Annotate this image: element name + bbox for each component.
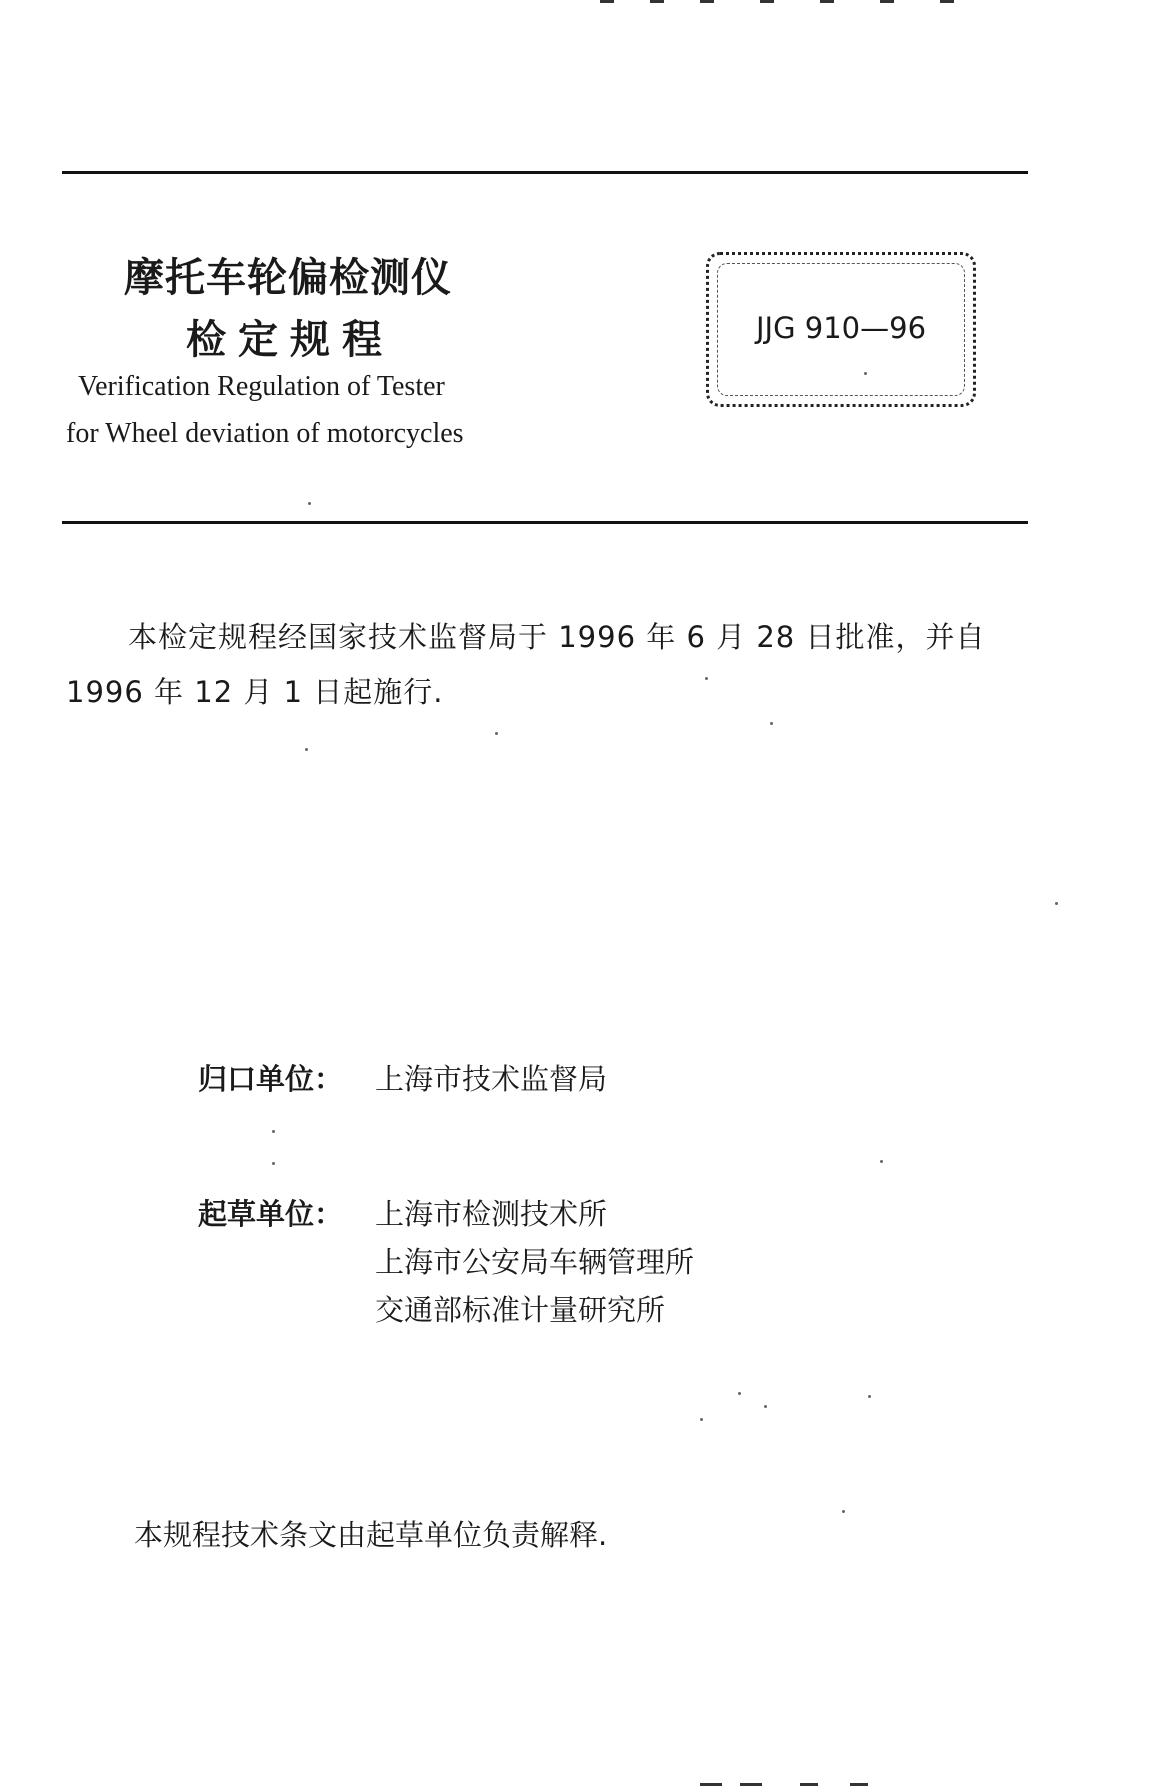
scan-edge-mark [760, 0, 774, 3]
scan-edge-mark [740, 1783, 762, 1786]
scan-speck [880, 1160, 883, 1163]
scan-speck [864, 372, 867, 375]
standard-number: JJG 910—96 [755, 311, 927, 345]
scan-speck [705, 677, 708, 680]
standard-number-box [706, 252, 976, 407]
scan-speck [868, 1395, 871, 1398]
drafting-unit-item: 上海市检测技术所 [375, 1197, 608, 1231]
scan-edge-mark [700, 0, 714, 3]
approval-statement-line-2: 1996 年 12 月 1 日起施行. [66, 675, 444, 709]
scan-edge-mark [650, 0, 664, 3]
scan-speck [764, 1405, 767, 1408]
scan-speck [272, 1162, 275, 1165]
drafting-units-label: 起草单位： [198, 1197, 344, 1231]
scan-speck [272, 1130, 275, 1133]
responsible-department-label: 归口单位： [198, 1062, 344, 1096]
interpretation-note: 本规程技术条文由起草单位负责解释. [134, 1518, 608, 1552]
title-en-line-2: for Wheel deviation of motorcycles [66, 418, 464, 449]
scan-edge-mark [700, 1783, 722, 1786]
scan-edge-mark [850, 1783, 868, 1786]
scan-edge-mark [940, 0, 954, 3]
scan-speck [305, 748, 308, 751]
scan-speck [308, 502, 311, 505]
scan-speck [700, 1418, 703, 1421]
scan-speck [738, 1392, 741, 1395]
responsible-department-value: 上海市技术监督局 [375, 1062, 608, 1096]
scan-edge-mark [880, 0, 894, 3]
approval-statement-line-1: 本检定规程经国家技术监督局于 1996 年 6 月 28 日批准，并自 [128, 620, 986, 654]
title-cn-line-1: 摩托车轮偏检测仪 [124, 255, 452, 301]
drafting-unit-item: 交通部标准计量研究所 [375, 1293, 666, 1327]
drafting-unit-item: 上海市公安局车辆管理所 [375, 1245, 695, 1279]
scan-speck [495, 732, 498, 735]
scan-speck [842, 1510, 845, 1513]
scan-speck [770, 722, 773, 725]
scan-edge-mark [820, 0, 834, 3]
header-rule-bottom [62, 521, 1028, 524]
scan-edge-mark [800, 1783, 818, 1786]
scan-edge-mark [600, 0, 614, 3]
title-cn-line-2: 检定规程 [186, 317, 394, 363]
title-en-line-1: Verification Regulation of Tester [78, 371, 445, 402]
header-rule-top [62, 171, 1028, 174]
scan-speck [1055, 902, 1058, 905]
